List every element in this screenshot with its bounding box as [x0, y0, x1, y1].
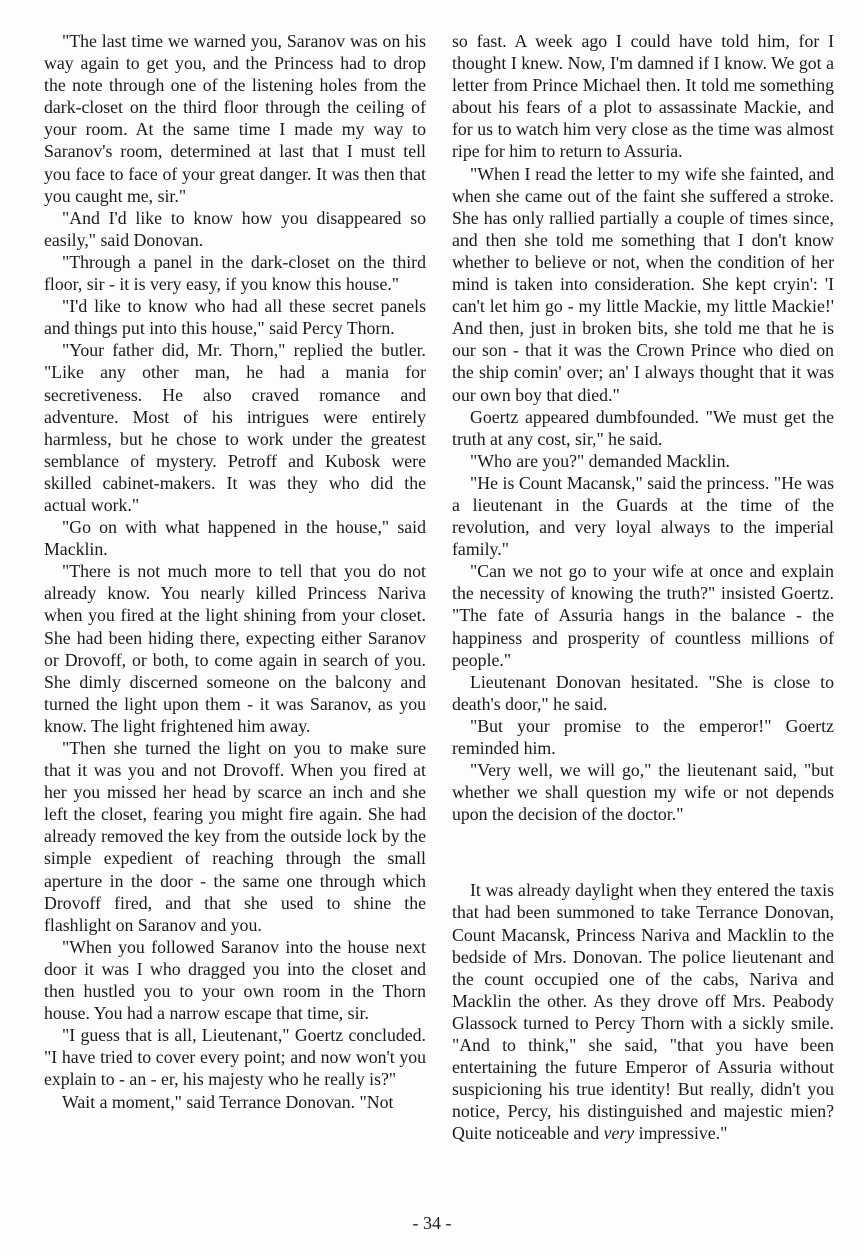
paragraph: Wait a moment," said Terrance Donovan. "Not	[62, 1091, 394, 1112]
paragraph: "I guess that is all, Lieutenant," Goertz concluded. "I have tried to cover every point; and now won't you explain to - an - er, his majesty who he really is?"	[44, 1025, 426, 1090]
paragraph: "Your father did, Mr. Thorn," replied the butler. "Like any other man, he had a mania for secretiveness. He also craved romance and adventure. Most of his intrigues were entirely harmless, but he chose to work under the greatest semblance of mystery. Petroff and Kubosk were skilled cabinet-makers. It was they who did the actual work."	[44, 340, 426, 515]
paragraph-continued: so fast. A week ago I could have told him, for I thought I knew. Now, I'm damned if I know. We got a letter from Prince Michael then. It told me something about his fears of a plot to assassinate Mackie, and for us to watch him very close as the time was almost ripe for him to return to Assuria.	[452, 31, 834, 162]
paragraph-text: impressive."	[634, 1123, 728, 1144]
paragraph: "There is not much more to tell that you do not already know. You nearly killed Princess Nariva when you fired at the light shining from your closet. She had been hiding there, expecting either Saranov or Drovoff, or both, to come again in search of you. She dimly discerned someone on the balcony and turned the light upon them - it was Saranov, as you know. The light frightened him away.	[44, 561, 426, 736]
paragraph: "Then she turned the light on you to make sure that it was you and not Drovoff. When you fired at her you missed her head by scarce an inch and she left the closet, fearing you might fire again. She had already removed the key from the outside lock by the simple expedient of reaching through the small aperture in the door - the same one through which Drovoff fired, and that she used to shine the flashlight on Saranov and you.	[44, 738, 426, 935]
paragraph: "Can we not go to your wife at once and explain the necessity of knowing the truth?" insisted Goertz. "The fate of Assuria hangs in the balance - the happiness and prosperity of countless millions of people."	[452, 561, 834, 670]
paragraph: "He is Count Macansk," said the princess. "He was a lieutenant in the Guards at the time of the revolution, and very loyal always to the imperial family."	[452, 472, 834, 560]
paragraph: "Go on with what happened in the house," said Macklin.	[44, 517, 426, 560]
right-column	[452, 30, 834, 1145]
paragraph: "The last time we warned you, Saranov was on his way again to get you, and the Princess had to drop the note through one of the listening holes from the dark-closet on the third floor through the ceiling of your room. At the same time I made my way to Saranov's room, determined at last that I must tell you face to face of your great danger. It was then that you caught me, sir."	[44, 31, 426, 206]
paragraph: Lieutenant Donovan hesitated. "She is close to death's door," he said.	[452, 671, 834, 714]
page-number: - 34 -	[412, 1213, 452, 1233]
section-paragraph	[452, 879, 834, 1144]
paragraph-text: It was already daylight when they entered the taxis that had been summoned to take Terrance Donovan, Count Macansk, Princess Nariva and Macklin to the bedside of Mrs. Donovan. The police lieutenant and the count occupied one of the cabs, Nariva and Macklin the other. As they drove off Mrs. Peabody Glassock turned to Percy Thorn with a sickly smile. "And to think," she said, "that you have been entertaining the future Emperor of Assuria without suspicioning his true identity! But really, didn't you notice, Percy, his distinguished and majestic mien? Quite noticeable and	[452, 880, 834, 1144]
paragraph: Goertz appeared dumbfounded. "We must get the truth at any cost, sir," he said.	[452, 406, 834, 449]
paragraph: "But your promise to the emperor!" Goertz reminded him.	[452, 715, 834, 758]
paragraph: "Very well, we will go," the lieutenant said, "but whether we shall question my wife or not depends upon the decision of the doctor."	[452, 760, 834, 825]
emphasized-word: very	[603, 1123, 635, 1144]
paragraph: "And I'd like to know how you disappeared so easily," said Donovan.	[44, 207, 426, 250]
paragraph: "Who are you?" demanded Macklin.	[470, 450, 730, 471]
paragraph: "Through a panel in the dark-closet on the third floor, sir - it is very easy, if you know this house."	[44, 251, 426, 295]
paragraph: "I'd like to know who had all these secret panels and things put into this house," said Percy Thorn.	[44, 296, 426, 339]
paragraph: "When I read the letter to my wife she fainted, and when she came out of the faint she suffered a stroke. She has only rallied partially a couple of times since, and then she told me something that I don't know whether to believe or not, when the condition of her mind is taken into consideration. She kept cryin': 'I can't let him go - my little Mackie, my little Mackie!' And then, just in broken bits, she told me that he is our son - that it was the Crown Prince who died on the ship comin' over; an' I always thought that it was our own boy that died."	[452, 163, 834, 405]
paragraph: "When you followed Saranov into the house next door it was I who dragged you into the closet and then hustled you to your own room in the Thorn house. You had a narrow escape that time, sir.	[44, 936, 426, 1024]
left-column	[44, 30, 426, 1113]
